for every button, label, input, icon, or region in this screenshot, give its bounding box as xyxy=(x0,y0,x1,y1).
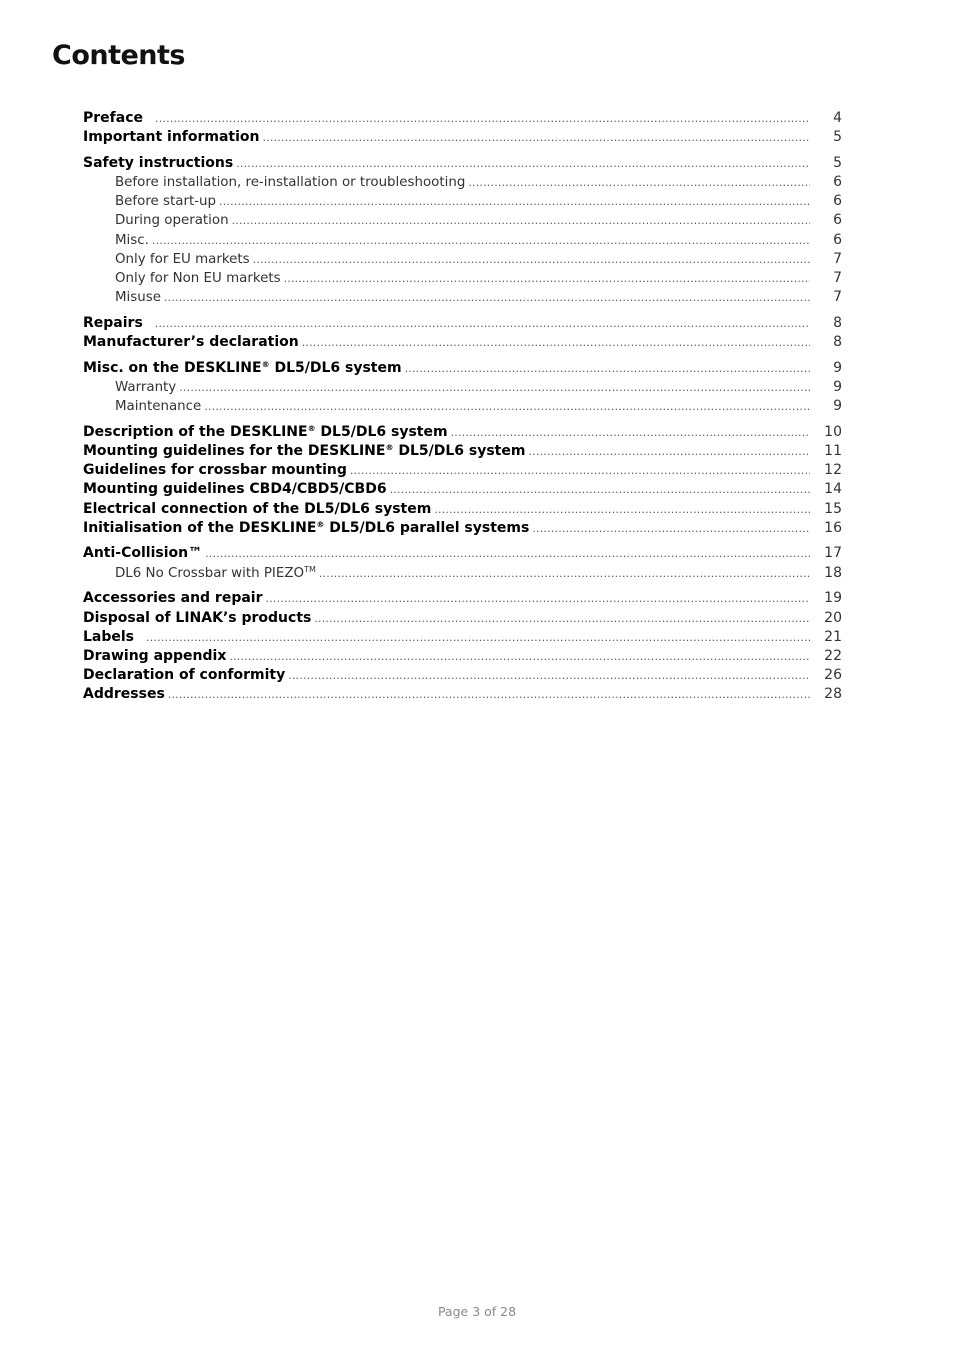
dot-leader xyxy=(451,423,810,442)
toc-entry-title xyxy=(83,423,448,442)
registered-mark: ® xyxy=(307,423,316,433)
toc-page-number: 6 xyxy=(833,174,842,191)
toc-subentry-eu-markets[interactable] xyxy=(83,250,842,269)
toc-entry-mounting-cbd[interactable] xyxy=(83,480,842,499)
dot-leader xyxy=(288,666,810,685)
dot-leader xyxy=(350,461,810,480)
toc-page-number: 11 xyxy=(824,443,842,459)
dot-leader xyxy=(155,109,810,128)
toc-entry-title: Electrical connection of the DL5/DL6 system xyxy=(83,500,432,517)
dot-leader xyxy=(155,314,810,333)
toc-page-number: 6 xyxy=(833,193,842,210)
title-part: DL6 No Crossbar with PIEZO xyxy=(115,565,305,581)
toc-page-number: 9 xyxy=(833,398,842,415)
toc-subentry-misc[interactable] xyxy=(83,231,842,250)
toc-subentry-maintenance[interactable] xyxy=(83,397,842,416)
toc-page-number: 7 xyxy=(833,270,842,286)
toc-entry-title: Before start-up xyxy=(115,194,217,210)
page-footer: Page 3 of 28 xyxy=(437,1304,517,1319)
toc-entry-title: Misc. xyxy=(115,232,149,248)
toc-page-number: 18 xyxy=(824,564,842,581)
toc-page-number: 20 xyxy=(824,609,842,626)
toc-entry-title xyxy=(83,442,525,461)
dot-leader xyxy=(314,609,810,628)
toc-page-number: 6 xyxy=(833,231,842,248)
toc-subentry-misuse[interactable] xyxy=(83,288,842,307)
page-title: Contents xyxy=(52,40,186,71)
toc-entry-title: Warranty xyxy=(115,379,177,395)
toc-subentry-non-eu-markets[interactable] xyxy=(83,269,842,288)
toc-entry-electrical-connection[interactable] xyxy=(83,500,842,519)
toc-entry-mounting-guidelines[interactable] xyxy=(83,442,842,461)
toc-subentry-during-operation[interactable] xyxy=(83,211,842,230)
toc-page-number: 9 xyxy=(833,378,842,395)
toc-entry-drawing-appendix[interactable] xyxy=(83,647,842,666)
toc-entry-labels[interactable] xyxy=(83,628,842,647)
title-part: Description of the DESKLINE xyxy=(83,423,308,440)
toc-page-number: 16 xyxy=(824,519,842,536)
dot-leader xyxy=(302,333,810,352)
toc-page-number: 8 xyxy=(833,334,842,351)
dot-leader xyxy=(468,173,810,192)
toc-entry-title xyxy=(83,359,402,378)
toc-page-number: 7 xyxy=(833,289,842,306)
table-of-contents xyxy=(83,109,842,704)
dot-leader xyxy=(284,269,810,288)
dot-leader xyxy=(219,192,810,211)
toc-subentry-before-start-up[interactable] xyxy=(83,192,842,211)
toc-entry-repairs[interactable] xyxy=(83,314,842,333)
dot-leader xyxy=(146,628,810,647)
trademark-mark: TM xyxy=(304,564,316,574)
toc-entry-title: Misuse xyxy=(115,290,161,306)
toc-entry-important-information[interactable] xyxy=(83,128,842,147)
toc-entry-title: Accessories and repair xyxy=(83,590,263,607)
toc-entry-title xyxy=(83,564,316,583)
dot-leader xyxy=(229,647,810,666)
toc-entry-description[interactable] xyxy=(83,423,842,442)
dot-leader xyxy=(205,544,810,563)
toc-entry-addresses[interactable] xyxy=(83,685,842,704)
dot-leader xyxy=(434,500,810,519)
title-part: DL5/DL6 system xyxy=(393,443,526,459)
toc-entry-title: Safety instructions xyxy=(83,154,234,171)
toc-entry-title: Labels xyxy=(83,628,135,645)
dot-leader xyxy=(204,397,810,416)
dot-leader xyxy=(263,128,810,147)
toc-entry-title: Manufacturer’s declaration xyxy=(83,334,299,351)
toc-entry-accessories-and-repair[interactable] xyxy=(83,589,842,608)
toc-page-number: 21 xyxy=(824,628,842,645)
title-part: DL5/DL6 system xyxy=(269,359,402,376)
dot-leader xyxy=(253,250,810,269)
dot-leader xyxy=(390,480,810,499)
title-part: Misc. on the DESKLINE xyxy=(83,359,262,376)
dot-leader xyxy=(405,359,810,378)
title-part: DL5/DL6 system xyxy=(315,423,448,440)
dot-leader xyxy=(236,154,810,173)
dot-leader xyxy=(266,589,811,608)
toc-entry-title: Only for EU markets xyxy=(115,251,250,267)
toc-page-number: 5 xyxy=(833,154,842,171)
toc-page-number: 14 xyxy=(824,481,842,498)
title-part: Initialisation of the DESKLINE xyxy=(83,519,317,536)
toc-entry-title: Guidelines for crossbar mounting xyxy=(83,462,347,479)
dot-leader xyxy=(232,211,810,230)
toc-entry-title: Maintenance xyxy=(115,399,202,415)
toc-entry-title xyxy=(83,519,529,538)
toc-page-number: 9 xyxy=(833,359,842,376)
toc-subentry-warranty[interactable] xyxy=(83,378,842,397)
toc-page-number: 28 xyxy=(824,686,842,703)
toc-entry-manufacturers-declaration[interactable] xyxy=(83,333,842,352)
toc-entry-title: Mounting guidelines CBD4/CBD5/CBD6 xyxy=(83,481,387,498)
toc-page-number: 26 xyxy=(824,667,842,684)
dot-leader xyxy=(532,519,810,538)
dot-leader xyxy=(164,288,810,307)
toc-entry-declaration-of-conformity[interactable] xyxy=(83,666,842,685)
title-part: DL5/DL6 parallel systems xyxy=(324,519,530,536)
toc-entry-initialisation[interactable] xyxy=(83,519,842,538)
toc-entry-title: Anti-Collision™ xyxy=(83,545,203,562)
toc-entry-title: Important information xyxy=(83,129,260,146)
toc-page-number: 6 xyxy=(833,212,842,229)
toc-page-number: 4 xyxy=(833,110,842,126)
dot-leader xyxy=(168,685,810,704)
toc-entry-title: During operation xyxy=(115,213,229,229)
toc-entry-title: Only for Non EU markets xyxy=(115,271,281,286)
toc-entry-title: Before installation, re-installation or troubleshooting xyxy=(115,175,466,191)
toc-entry-title: Drawing appendix xyxy=(83,647,227,664)
toc-entry-title: Disposal of LINAK’s products xyxy=(83,609,312,626)
toc-subentry-dl6-no-crossbar[interactable] xyxy=(83,564,842,583)
toc-page-number: 17 xyxy=(824,545,842,562)
toc-entry-crossbar-mounting[interactable] xyxy=(83,461,842,480)
toc-page-number: 12 xyxy=(824,462,842,479)
toc-entry-title: Preface xyxy=(83,110,143,126)
dot-leader xyxy=(179,378,810,397)
toc-entry-safety-instructions[interactable] xyxy=(83,154,842,173)
title-part: Mounting guidelines for the DESKLINE xyxy=(83,443,386,459)
registered-mark: ® xyxy=(316,519,325,529)
toc-entry-title: Declaration of conformity xyxy=(83,667,286,684)
toc-entry-misc-on-deskline[interactable] xyxy=(83,359,842,378)
toc-subentry-before-installation[interactable] xyxy=(83,173,842,192)
toc-entry-anti-collision[interactable] xyxy=(83,544,842,563)
toc-entry-preface[interactable] xyxy=(83,109,842,128)
dot-leader xyxy=(319,564,810,583)
dot-leader xyxy=(528,442,810,461)
registered-mark: ® xyxy=(385,443,394,452)
registered-mark: ® xyxy=(261,359,270,369)
toc-page-number: 7 xyxy=(833,250,842,267)
toc-entry-title: Repairs xyxy=(83,314,143,331)
toc-page-number: 15 xyxy=(824,500,842,517)
dot-leader xyxy=(152,231,810,250)
toc-entry-disposal[interactable] xyxy=(83,609,842,628)
toc-page-number: 8 xyxy=(833,314,842,331)
toc-page-number: 19 xyxy=(824,590,842,607)
toc-page-number: 5 xyxy=(833,129,842,146)
toc-page-number: 22 xyxy=(824,647,842,664)
toc-page-number: 10 xyxy=(824,423,842,440)
toc-entry-title: Addresses xyxy=(83,686,165,703)
